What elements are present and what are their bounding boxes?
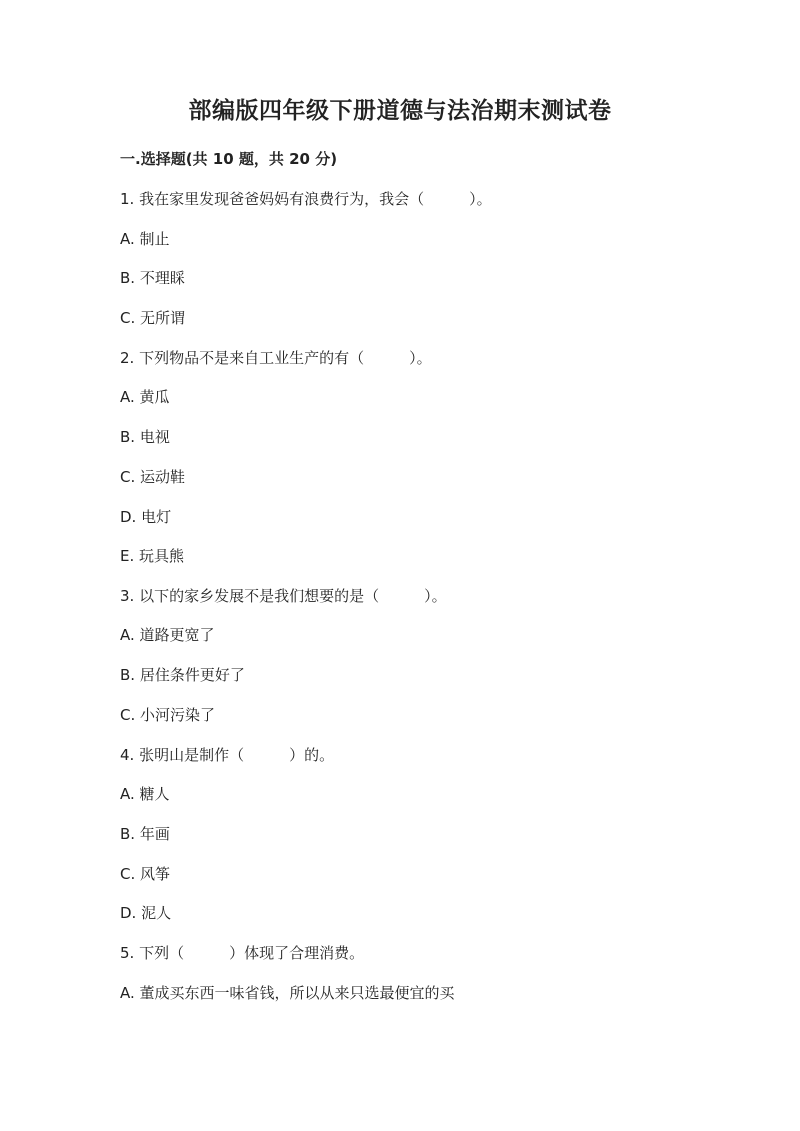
question-2-option-b: B. 电视 <box>120 428 170 446</box>
section-heading: 一.选择题(共 10 题，共 20 分) <box>120 150 338 168</box>
question-4-option-d: D. 泥人 <box>120 904 172 922</box>
question-2-option-e: E. 玩具熊 <box>120 547 185 565</box>
question-3-option-c: C. 小河污染了 <box>120 706 216 724</box>
question-4-option-a: A. 糖人 <box>120 785 170 803</box>
question-1-option-c: C. 无所谓 <box>120 309 186 327</box>
document-title: 部编版四年级下册道德与法治期末测试卷 <box>188 98 612 124</box>
question-5-option-a: A. 董成买东西一味省钱，所以从来只选最便宜的买 <box>120 984 455 1002</box>
question-4-option-c: C. 风筝 <box>120 865 171 883</box>
question-5-stem: 5. 下列（ ）体现了合理消费。 <box>120 944 365 962</box>
question-2-option-c: C. 运动鞋 <box>120 468 186 486</box>
question-1-stem: 1. 我在家里发现爸爸妈妈有浪费行为，我会（ ）。 <box>120 190 492 208</box>
question-3-option-b: B. 居住条件更好了 <box>120 666 245 684</box>
question-2-stem: 2. 下列物品不是来自工业生产的有（ ）。 <box>120 349 432 367</box>
question-3-stem: 3. 以下的家乡发展不是我们想要的是（ ）。 <box>120 587 447 605</box>
question-3-option-a: A. 道路更宽了 <box>120 626 215 644</box>
question-4-option-b: B. 年画 <box>120 825 170 843</box>
question-1-option-a: A. 制止 <box>120 230 170 248</box>
question-1-option-b: B. 不理睬 <box>120 269 185 287</box>
question-4-stem: 4. 张明山是制作（ ）的。 <box>120 746 335 764</box>
question-2-option-a: A. 黄瓜 <box>120 388 170 406</box>
question-2-option-d: D. 电灯 <box>120 508 172 526</box>
